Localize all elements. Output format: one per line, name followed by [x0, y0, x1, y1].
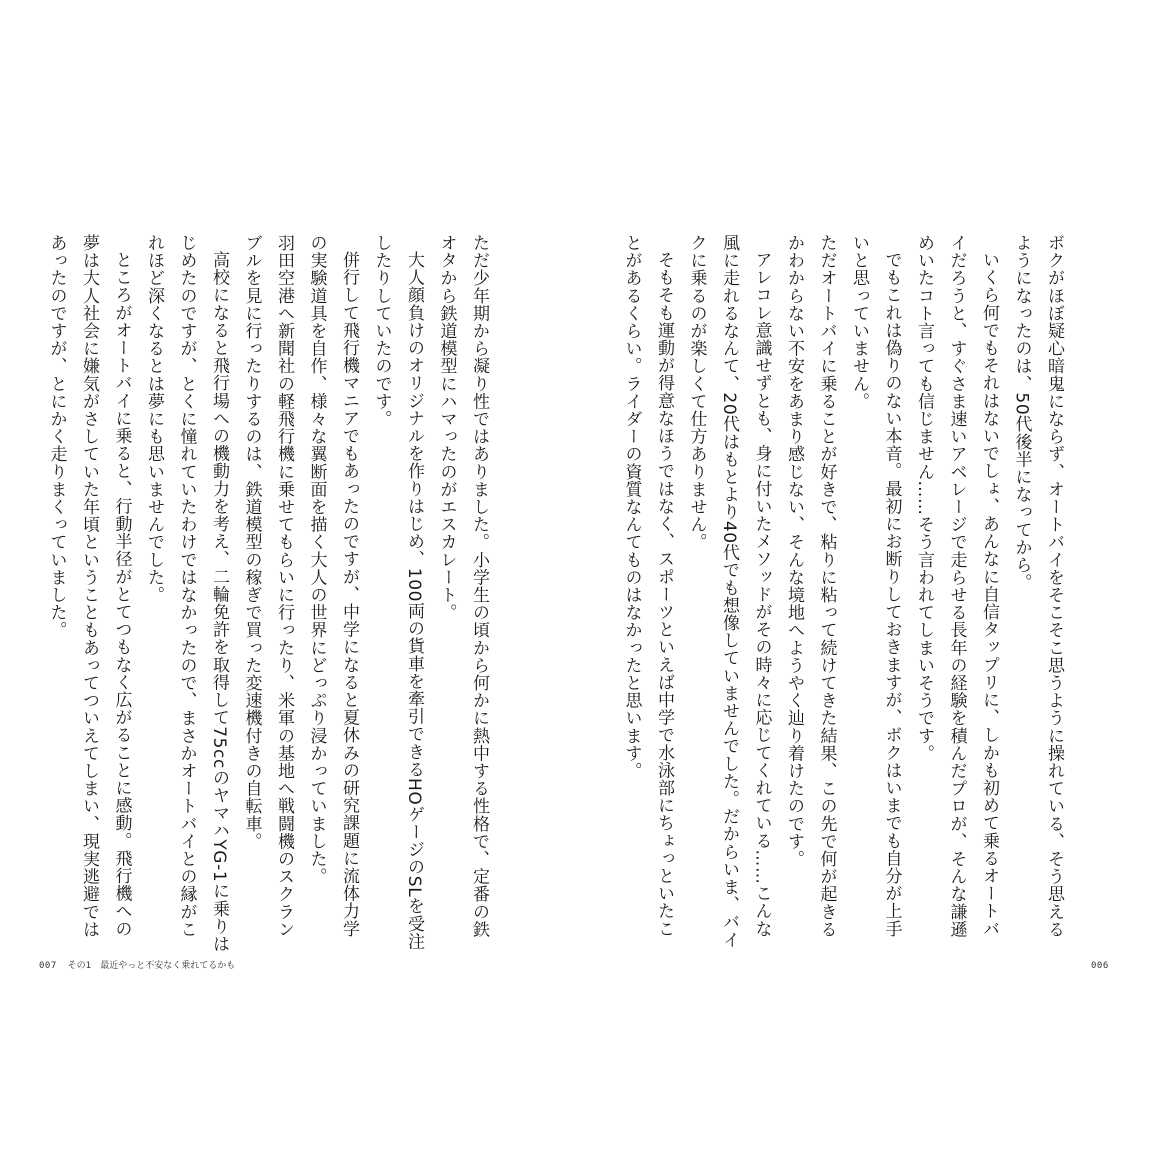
right-page-number: 006 — [1091, 961, 1109, 971]
chapter-label: その1 — [67, 961, 92, 971]
paragraph: いくら何でもそれはないでしょ、あんなに自信タップリに、しかも初めて乗るオートバイだろうと、すぐさま速いアベレージで走らせる長年の経験を積んだプロが、そんな謙遜めいたコト言っても信じません……そう言われてしまいそうです。 — [914, 234, 999, 938]
right-page — [575, 0, 1150, 1150]
left-page-body — [46, 234, 495, 954]
paragraph: ボクがほぼ疑心暗鬼にならず、オートバイをそこそこ思うように操れている、そう思えるようになったのは、50代後半になってから。 — [1011, 234, 1064, 938]
paragraph: アレコレ意識せずとも、身に付いたメソッドがその時々に応じてくれている……こんな風に走れるなんて、20代はもとより40代でも想像していませんでした。だからいま、バイクに乗るのが楽しくて仕方ありません。 — [686, 234, 772, 949]
paragraph: そもそも運動が得意なほうではなく、スポーツといえば中学で水泳部にちょっといたことがあるくらい。ライダーの資質なんてものはなかったと思います。 — [621, 234, 674, 938]
paragraph: 羽田空港へ新聞社の軽飛行機に乗せてもらいに行ったり、米軍の基地へ戦闘機のスクランブルを見に行ったりするのは、鉄道模型の稼ぎで買った変速機付きの自転車。 — [241, 234, 294, 938]
page-number: 007 — [39, 961, 57, 971]
paragraph: 併行して飛行機マニアでもあったのですが、中学になると夏休みの研究課題に流体力学の実験道具を自作、様々な翼断面を描く大人の世界にどっぷり浸かっていました。 — [306, 234, 359, 938]
paragraph: ただオートバイに乗ることが好きで、粘りに粘って続けてきた結果、この先で何が起きるかわからない不安をあまり感じない、そんな境地へようやく辿り着けたのです。 — [784, 234, 837, 938]
left-page-footer — [39, 960, 235, 972]
paragraph: ただ少年期から凝り性ではありました。小学生の頃から何かに熱中する性格で、定番の鉄オタから鉄道模型にハマったのがエスカレート。 — [436, 234, 489, 938]
paragraph: 高校になると飛行場への機動力を考え、二輪免許を取得して75ccのヤマハYG-1に乗りはじめたのですが、とくに憧れていたわけではなかったので、まさかオートバイとの縁がこれほど深くなるとは夢にも思いませんでした。 — [144, 234, 229, 953]
right-page-body — [621, 234, 1070, 954]
paragraph: でもこれは偽りのない本音。最初にお断りしておきますが、ボクはいまでも自分が上手いと思っていません。 — [849, 234, 902, 938]
paragraph: 大人顔負けのオリジナルを作りはじめ、100両の貨車を牽引できるHOゲージのSLを受注したりしていたのです。 — [371, 234, 424, 951]
chapter-title: 最近やっと不安なく乗れてるかも — [100, 961, 236, 971]
paragraph: ところがオートバイに乗ると、行動半径がとてつもなく広がることに感動。飛行機への夢は大人社会に嫌気がさしていた年頃ということもあってついえてしまい、現実逃避ではあったのですが、とにかく走りまくっていました。 — [46, 234, 132, 938]
